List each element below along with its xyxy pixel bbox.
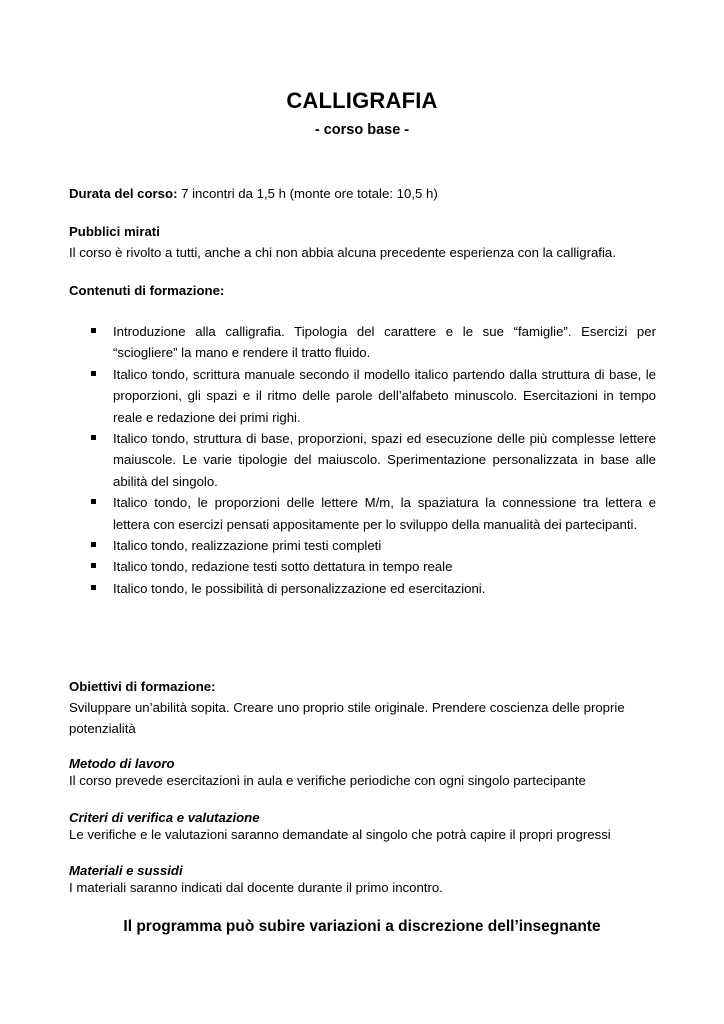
list-item: Italico tondo, realizzazione primi testi completi (69, 535, 656, 556)
materials-heading: Materiali e sussidi (69, 863, 183, 878)
duration-line (69, 186, 438, 202)
audience-heading: Pubblici mirati (69, 224, 160, 239)
duration-label: Durata del corso: (69, 186, 178, 201)
duration-value: 7 incontri da 1,5 h (monte ore totale: 10,5 h) (177, 186, 438, 201)
contents-list (69, 321, 656, 599)
bullet-icon (91, 585, 96, 590)
evaluation-heading: Criteri di verifica e valutazione (69, 810, 260, 825)
bullet-icon (91, 435, 96, 440)
bullet-icon (91, 328, 96, 333)
list-item: Italico tondo, le proporzioni delle lettere M/m, la spaziatura la connessione tra lettera e lettera con esercizi pensati appositamente per lo sviluppo della manualità dei partecipanti. (69, 492, 656, 535)
bullet-icon (91, 371, 96, 376)
evaluation-text: Le verifiche e le valutazioni saranno demandate al singolo che potrà capire il propri progressi (69, 827, 611, 842)
list-item: Italico tondo, scrittura manuale secondo il modello italico partendo dalla struttura di base, le proporzioni, gli spazi e il ritmo delle parole dell’alfabeto minuscolo. Esercitazioni in tempo reale e redazione dei primi righi. (69, 364, 656, 428)
method-heading: Metodo di lavoro (69, 756, 175, 771)
objectives-heading: Obiettivi di formazione: (69, 679, 216, 694)
bullet-icon (91, 542, 96, 547)
document-subtitle: - corso base - (314, 122, 410, 138)
list-item: Italico tondo, struttura di base, proporzioni, spazi ed esecuzione delle più complesse lettere maiuscole. Le varie tipologie del maiuscolo. Sperimentazione personalizzata in base alle abilità del singolo. (69, 428, 656, 492)
document-title: CALLIGRAFIA (286, 88, 438, 113)
materials-text: I materiali saranno indicati dal docente durante il primo incontro. (69, 880, 443, 895)
bullet-icon (91, 499, 96, 504)
footer-note: Il programma può subire variazioni a discrezione dell’insegnante (123, 918, 601, 935)
objectives-text: Sviluppare un’abilità sopita. Creare uno proprio stile originale. Prendere coscienza delle proprie potenzialità (69, 700, 625, 737)
audience-text: Il corso è rivolto a tutti, anche a chi non abbia alcuna precedente esperienza con la calligrafia. (69, 245, 616, 260)
bullet-icon (91, 563, 96, 568)
list-item: Italico tondo, redazione testi sotto dettatura in tempo reale (69, 556, 656, 577)
list-item: Italico tondo, le possibilità di personalizzazione ed esercitazioni. (69, 578, 656, 599)
list-item: Introduzione alla calligrafia. Tipologia del carattere e le sue “famiglie”. Esercizi per “sciogliere” la mano e rendere il tratto fluido. (69, 321, 656, 364)
contents-heading: Contenuti di formazione: (69, 283, 225, 298)
method-text: Il corso prevede esercitazioni in aula e verifiche periodiche con ogni singolo partecipante (69, 773, 586, 788)
